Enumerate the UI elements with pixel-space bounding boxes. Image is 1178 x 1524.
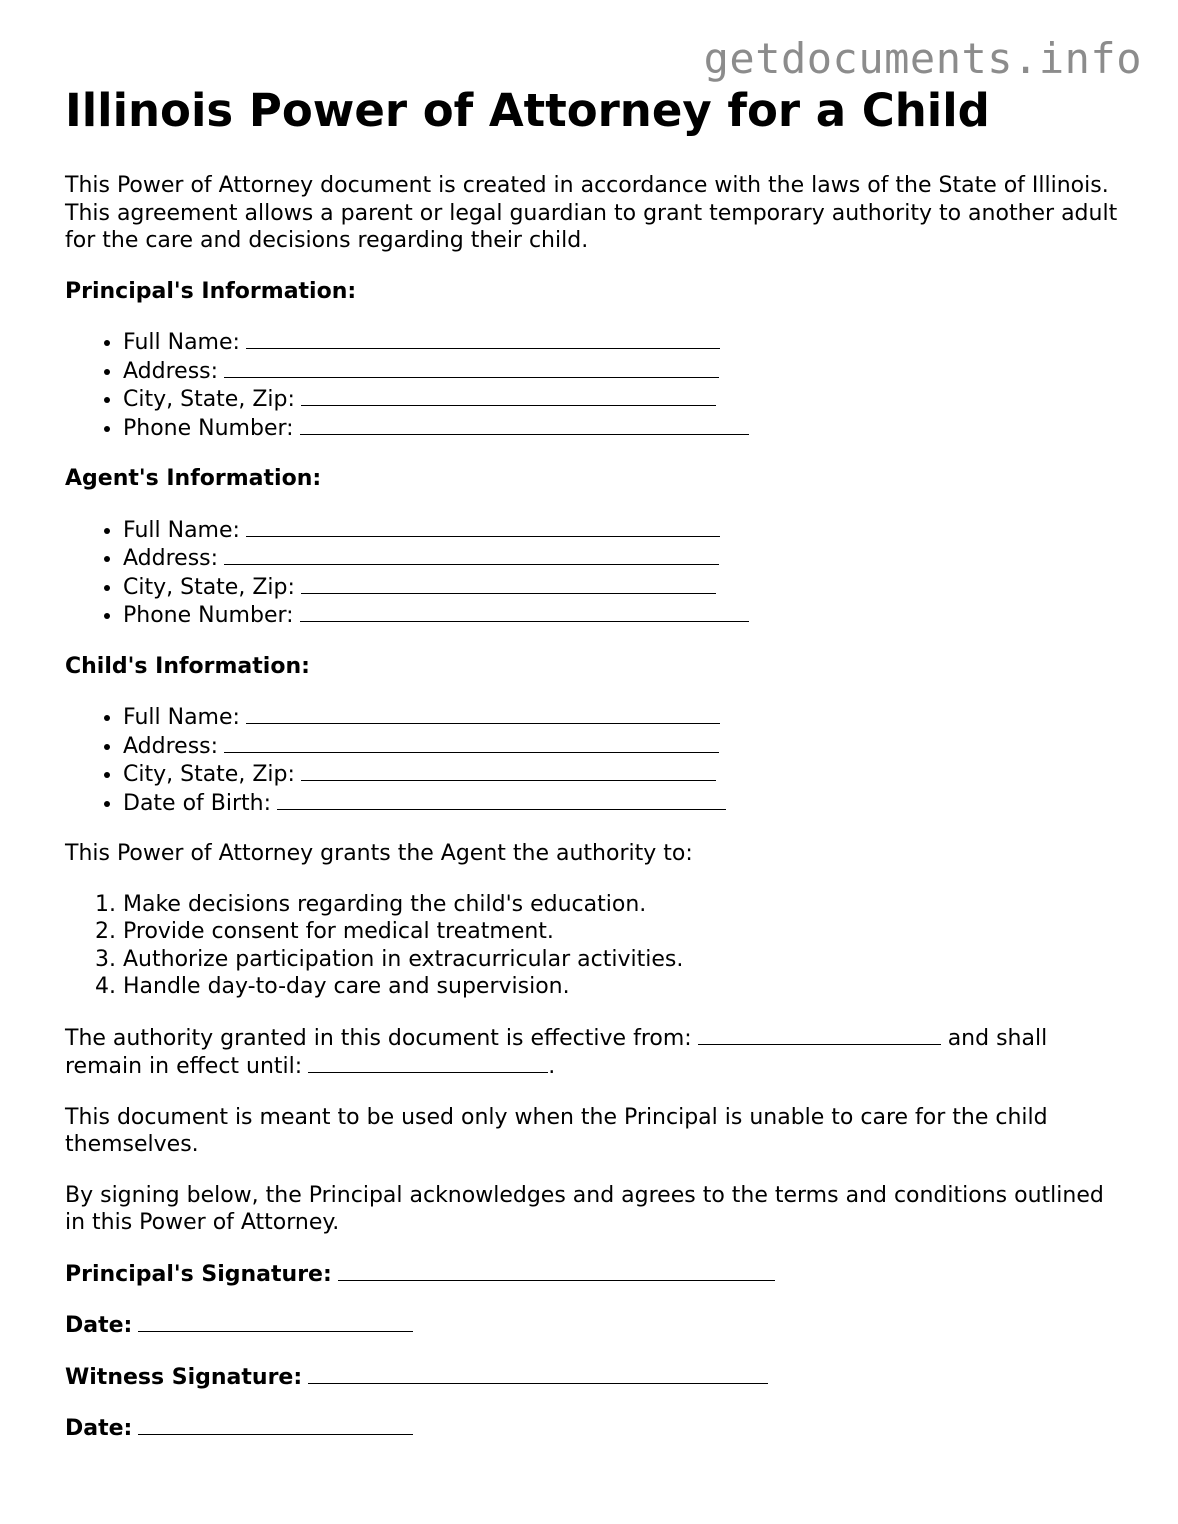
principal-phone-field — [123, 414, 1125, 443]
field-label: Phone Number: — [123, 415, 294, 441]
witness-signature-label: Witness Signature: — [65, 1364, 303, 1390]
effective-until-label: and shall remain in effect until: — [65, 1025, 1048, 1079]
field-label: Address: — [123, 358, 219, 384]
principal-fields — [65, 328, 1125, 442]
acknowledgement: By signing below, the Principal acknowledges and agrees to the terms and conditions outlined in this Power of Attorney. — [65, 1182, 1104, 1235]
phone-blank[interactable] — [300, 414, 749, 435]
effective-from-blank[interactable] — [698, 1024, 941, 1045]
field-label: Full Name: — [123, 330, 240, 355]
authority-intro: This Power of Attorney grants the Agent the authority to: — [65, 841, 693, 866]
child-heading: Child's Information: — [65, 653, 310, 679]
full-name-blank[interactable] — [246, 516, 720, 537]
witness-signature-blank[interactable] — [308, 1363, 768, 1384]
field-label: Address: — [123, 546, 219, 571]
field-label: Date of Birth: — [123, 790, 272, 816]
principal-signature-line — [65, 1260, 1125, 1289]
authority-item: 4. Handle day-to-day care and supervision. — [123, 973, 1125, 1001]
principal-signature-label: Principal's Signature: — [65, 1261, 332, 1287]
field-label: Address: — [123, 733, 219, 759]
field-label: Full Name: — [123, 705, 240, 730]
city-state-zip-blank[interactable] — [301, 385, 716, 406]
authority-list — [65, 891, 1125, 1001]
field-label: City, State, Zip: — [123, 762, 295, 787]
city-state-zip-blank[interactable] — [301, 760, 716, 781]
effective-dates-paragraph — [65, 1024, 1125, 1081]
principal-address-field — [123, 357, 1125, 386]
effective-from-label: The authority granted in this document is effective from: — [65, 1025, 692, 1051]
document-page — [65, 84, 1125, 1443]
effective-until-blank[interactable] — [308, 1052, 548, 1073]
field-label: City, State, Zip: — [123, 574, 295, 600]
period: . — [548, 1054, 556, 1079]
principal-full-name-field — [123, 328, 1125, 357]
address-blank[interactable] — [224, 732, 719, 753]
child-dob-field — [123, 789, 1125, 818]
date-blank[interactable] — [138, 1311, 413, 1332]
watermark: getdocuments.info — [703, 34, 1142, 83]
intro-paragraph: This Power of Attorney document is created in accordance with the laws of the State of Illinois. This agreement allows a parent or legal guardian to grant temporary authority to another adult for the care and decisions regarding their child. — [65, 173, 1118, 253]
phone-blank[interactable] — [300, 601, 749, 622]
full-name-blank[interactable] — [246, 703, 720, 724]
agent-address-field — [123, 544, 1125, 573]
witness-signature-line — [65, 1363, 1125, 1392]
address-blank[interactable] — [224, 357, 719, 378]
principal-city-state-zip-field — [123, 385, 1125, 414]
field-label: Full Name: — [123, 517, 240, 543]
field-label: City, State, Zip: — [123, 387, 295, 412]
page-title: Illinois Power of Attorney for a Child — [65, 84, 990, 137]
principal-heading: Principal's Information: — [65, 278, 357, 304]
date-of-birth-blank[interactable] — [277, 789, 726, 810]
authority-item: 2. Provide consent for medical treatment. — [123, 918, 1125, 946]
child-address-field — [123, 732, 1125, 761]
agent-phone-field — [123, 601, 1125, 630]
agent-full-name-field — [123, 516, 1125, 545]
date-blank[interactable] — [138, 1414, 413, 1435]
date-line-2 — [65, 1414, 1125, 1443]
child-full-name-field — [123, 703, 1125, 732]
date-line-1 — [65, 1311, 1125, 1340]
child-fields — [65, 703, 1125, 817]
agent-heading: Agent's Information: — [65, 466, 322, 491]
date-label: Date: — [65, 1313, 133, 1338]
authority-item: 3. Authorize participation in extracurricular activities. — [123, 946, 1125, 974]
usage-note: This document is meant to be used only when the Principal is unable to care for the child themselves. — [65, 1104, 1048, 1157]
date-label: Date: — [65, 1416, 133, 1441]
child-city-state-zip-field — [123, 760, 1125, 789]
field-label: Phone Number: — [123, 603, 294, 628]
agent-fields — [65, 516, 1125, 630]
full-name-blank[interactable] — [246, 328, 720, 349]
agent-city-state-zip-field — [123, 573, 1125, 602]
principal-signature-blank[interactable] — [338, 1260, 775, 1281]
city-state-zip-blank[interactable] — [301, 573, 716, 594]
address-blank[interactable] — [224, 544, 719, 565]
authority-item: 1. Make decisions regarding the child's education. — [123, 891, 1125, 919]
